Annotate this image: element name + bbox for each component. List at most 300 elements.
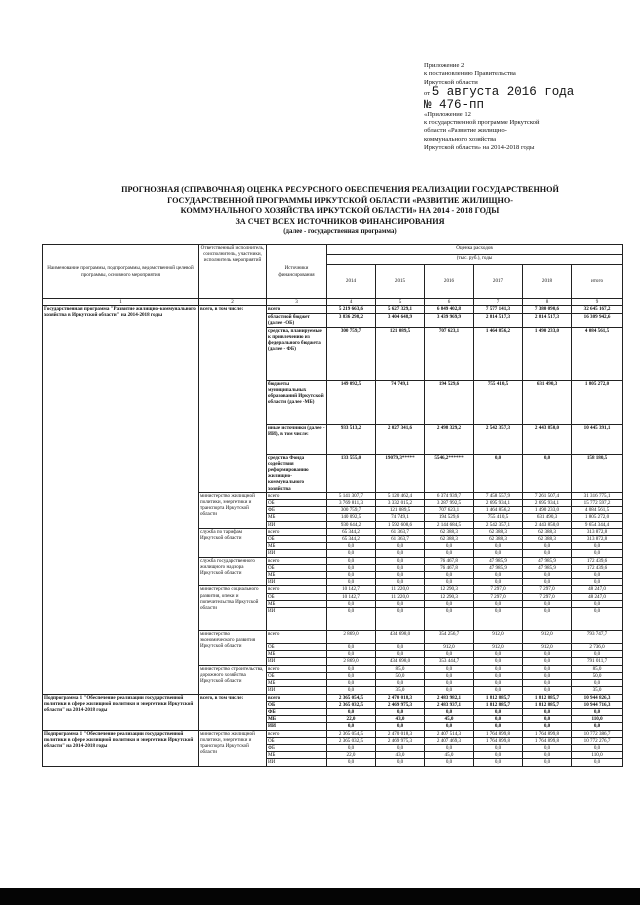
value-cell: 61 363,7 [376,528,425,535]
value-cell: 43,0 [376,752,425,759]
value-cell: 0,0 [425,600,474,607]
value-cell: 0,0 [425,759,474,766]
value-cell: 0,0 [523,759,572,766]
source-cell: средства, планируемые к привлечению из федерального бюджета (далее - ФБ) [267,327,327,380]
value-cell: 0,0 [327,651,376,658]
value-cell: 62 388,3 [523,536,572,543]
value-cell: 0,0 [376,723,425,730]
value-cell: 0,0 [523,658,572,665]
value-cell: 1 764 899,8 [474,737,523,744]
value-cell: 3 404 648,9 [376,314,425,327]
value-cell: 7 577 141,3 [474,306,523,314]
scan-edge-bar [0,888,640,905]
source-cell: ИИ [267,579,327,586]
value-cell: 2 027 341,6 [376,424,425,454]
title-line-5: (далее - государственная программа) [283,228,397,236]
value-cell: 11 220,0 [376,593,425,600]
value-cell: 2 814 517,3 [523,314,572,327]
table-header-row [43,245,623,255]
value-cell: 5 219 663,6 [327,306,376,314]
value-cell: 1 490 233,0 [523,507,572,514]
source-cell: МБ [267,600,327,607]
value-cell: 0,0 [376,550,425,557]
value-cell: 0,0 [327,608,376,631]
value-cell: 2 869,0 [327,631,376,644]
value-cell: 22,0 [327,716,376,723]
value-cell: 3 836 298,2 [327,314,376,327]
value-cell: 2 365 054,5 [327,694,376,701]
value-cell: 0,0 [376,708,425,715]
value-cell: 4 084 561,5 [572,327,623,380]
value-cell: 5 120 462,4 [376,492,425,499]
value-cell: 6 849 402,8 [425,306,474,314]
header-cost: Оценка расходов [327,245,623,255]
value-cell: 0,0 [376,579,425,586]
value-cell: 631 490,3 [523,380,572,424]
value-cell: 62 388,3 [425,528,474,535]
title-line-4: ЗА СЧЕТ ВСЕХ ИСТОЧНИКОВ ФИНАНСИРОВАНИЯ [235,216,445,226]
value-cell: 0,0 [523,600,572,607]
column-number: 8 [523,299,572,306]
value-cell: 354 256,7 [425,631,474,644]
value-cell: 0,0 [474,716,523,723]
program-name-cell: Подпрограмма 1 "Обеспечение реализации государственной политики в сфере жилищной политики и энергетики Иркутской области" на 2014-2018 годы [43,694,199,730]
value-cell: 7 297,0 [523,593,572,600]
column-number-row [43,299,623,306]
value-cell: 930 644,2 [327,521,376,528]
program-line-4: Иркутской области» на 2014-2018 годы [424,144,535,152]
column-number: 9 [572,299,623,306]
value-cell: 0,0 [425,708,474,715]
program-line-1: к государственной программе Иркутской [424,119,540,127]
value-cell: 43,0 [376,716,425,723]
value-cell: 791 011,7 [572,658,623,665]
value-cell: 0,0 [425,672,474,679]
value-cell: 0,0 [572,572,623,579]
column-number: 5 [376,299,425,306]
value-cell: 0,0 [327,564,376,571]
source-cell: всего [267,306,327,314]
source-cell: всего [267,492,327,499]
value-cell: 0,0 [523,716,572,723]
value-cell: 3 769 811,3 [327,500,376,507]
value-cell: 0,0 [376,543,425,550]
value-cell: 0,0 [474,454,523,492]
value-cell: 0,0 [327,600,376,607]
source-cell: ИИ [267,608,327,631]
value-cell: 2 443 850,0 [523,424,572,454]
value-cell: 1 764 899,8 [523,737,572,744]
value-cell: 121 089,5 [376,507,425,514]
value-cell: 7 380 090,6 [523,306,572,314]
value-cell: 76 467,8 [425,557,474,564]
value-cell: 35,0 [572,687,623,694]
value-cell: 1 812 885,7 [474,694,523,701]
source-cell: всего [267,665,327,672]
source-cell: ОБ [267,536,327,543]
source-cell: всего [267,528,327,535]
value-cell: 1 764 899,8 [474,730,523,737]
source-cell: ФБ [267,507,327,514]
appendix12-label: «Приложение 12 [424,110,471,118]
value-cell: 0,0 [425,572,474,579]
source-cell: МБ [267,680,327,687]
value-cell: 0,0 [523,651,572,658]
source-cell: всего [267,730,327,737]
value-cell: 2 498 329,2 [425,424,474,454]
executor-cell: служба по тарифам Иркутской области [199,528,267,557]
value-cell: 0,0 [327,708,376,715]
value-cell: 1 464 856,2 [474,507,523,514]
column-number: 3 [267,299,327,306]
value-cell: 74 749,1 [376,514,425,521]
executor-cell: министерство экономического развития Иркутской области [199,631,267,666]
value-cell: 50,0 [572,672,623,679]
value-cell: 3 439 969,9 [425,314,474,327]
value-cell: 50,0 [376,672,425,679]
appendix-label: Приложение 2 [424,62,465,69]
value-cell: 0,0 [327,687,376,694]
value-cell: 434 698,0 [376,658,425,665]
source-cell: всего [267,557,327,564]
value-cell: 1 764 899,8 [523,730,572,737]
source-cell: всего [267,631,327,644]
value-cell: 2 542 357,3 [474,424,523,454]
value-cell: 0,0 [523,579,572,586]
value-cell: 2 365 032,5 [327,737,376,744]
source-cell: средства Фонда содействия реформированию жилищно-коммунального хозяйства [267,454,327,492]
value-cell: 0,0 [425,550,474,557]
value-cell: 48 247,0 [572,593,623,600]
program-line-2: области «Развитие жилищно- [424,127,507,135]
value-cell: 0,0 [376,651,425,658]
date-prefix: от [424,90,431,98]
value-cell: 6 374 939,7 [425,492,474,499]
value-cell: 85,0 [376,665,425,672]
value-cell: 7 297,0 [474,593,523,600]
value-cell: 48 247,0 [572,586,623,593]
year-cell: 2018 [523,265,572,299]
value-cell: 0,0 [474,651,523,658]
value-cell: 10 142,7 [327,593,376,600]
source-cell: МБ [267,572,327,579]
value-cell: 32 645 167,2 [572,306,623,314]
value-cell: 0,0 [523,572,572,579]
value-cell: 1 812 885,7 [523,701,572,708]
value-cell: 0,0 [523,723,572,730]
value-cell: 19079,3***** [376,454,425,492]
value-cell: 133 555,0 [327,454,376,492]
value-cell: 110,0 [572,716,623,723]
value-cell: 45,0 [425,716,474,723]
source-cell: МБ [267,651,327,658]
value-cell: 172 439,6 [572,557,623,564]
value-cell: 0,0 [376,744,425,751]
value-cell: 707 623,1 [425,327,474,380]
source-cell: ОБ [267,737,327,744]
value-cell: 10 445 391,1 [572,424,623,454]
source-cell: ИИ [267,687,327,694]
table-row [43,730,623,737]
region-label: Иркутской области [424,78,478,86]
value-cell: 0,0 [523,608,572,631]
value-cell: 0,0 [425,543,474,550]
value-cell: 65 344,2 [327,536,376,543]
value-cell: 62 388,3 [425,536,474,543]
source-cell: ОБ [267,564,327,571]
decree-label: к постановлению Правительства [424,70,516,78]
source-cell: МБ [267,543,327,550]
executor-cell: министерство социального развития, опеки и попечительства Иркутской области [199,586,267,631]
value-cell: 0,0 [572,543,623,550]
value-cell: 0,0 [474,708,523,715]
value-cell: 2 407 514,3 [425,730,474,737]
executor-cell: министерство жилищной политики, энергетики и транспорта Иркутской области [199,492,267,528]
value-cell: 7 261 507,4 [523,492,572,499]
source-cell: ОБ [267,500,327,507]
value-cell: 0,0 [523,454,572,492]
value-cell: 31 316 775,1 [572,492,623,499]
value-cell: 313 872,8 [572,536,623,543]
value-cell: 1 490 233,0 [523,327,572,380]
value-cell: 0,0 [327,744,376,751]
value-cell: 0,0 [523,543,572,550]
source-cell: ОБ [267,701,327,708]
value-cell: 0,0 [474,665,523,672]
value-cell: 933 513,2 [327,424,376,454]
value-cell: 1 805 272,0 [572,514,623,521]
value-cell: 0,0 [523,672,572,679]
value-cell: 35,0 [376,687,425,694]
value-cell: 2 814 517,3 [474,314,523,327]
year-cell: 2014 [327,265,376,299]
value-cell: 45,0 [425,752,474,759]
value-cell: 0,0 [327,550,376,557]
year-cell: 2015 [376,265,425,299]
value-cell: 0,0 [523,708,572,715]
value-cell: 0,0 [523,752,572,759]
value-cell: 0,0 [327,557,376,564]
value-cell: 194 529,6 [425,380,474,424]
source-cell: ФБ [267,708,327,715]
value-cell: 0,0 [572,708,623,715]
table-row [43,306,623,314]
value-cell: 0,0 [425,723,474,730]
source-cell: ИИ [267,759,327,766]
document-header [424,62,634,153]
decree-date [424,87,634,98]
value-cell: 140 092,5 [327,514,376,521]
value-cell: 0,0 [474,723,523,730]
header-source: Источники финансирования [267,245,327,299]
program-line-3: коммунального хозяйства [424,135,497,143]
value-cell: 0,0 [572,651,623,658]
value-cell: 0,0 [474,550,523,557]
header-units: (тыс. руб.), годы [327,255,623,265]
value-cell: 0,0 [376,600,425,607]
value-cell: 0,0 [523,680,572,687]
value-cell: 0,0 [376,680,425,687]
source-cell: всего [267,586,327,593]
value-cell: 47 985,9 [523,557,572,564]
value-cell: 0,0 [376,564,425,571]
value-cell: 0,0 [327,572,376,579]
value-cell: 313 872,8 [572,528,623,535]
value-cell: 47 985,9 [523,564,572,571]
value-cell: 0,0 [376,557,425,564]
title-line-2: ГОСУДАРСТВЕННОЙ ПРОГРАММЫ ИРКУТСКОЙ ОБЛАСТИ «РАЗВИТИЕ ЖИЛИЩНО- [167,195,513,205]
value-cell: 0,0 [327,680,376,687]
value-cell: 194 529,6 [425,514,474,521]
value-cell: 2 470 018,3 [376,730,425,737]
value-cell: 0,0 [572,680,623,687]
value-cell: 0,0 [425,687,474,694]
value-cell: 0,0 [572,608,623,631]
value-cell: 0,0 [474,579,523,586]
value-cell: 912,0 [523,644,572,651]
value-cell: 62 388,3 [523,528,572,535]
decree-number: № 476-пп [424,97,485,112]
table-row [43,694,623,701]
value-cell: 1 464 856,2 [474,327,523,380]
value-cell: 912,0 [474,644,523,651]
source-cell: ИИ [267,550,327,557]
header-program-name: Наименование программы, подпрограммы, ведомственной целевой программы, основного мероприятия [43,245,199,299]
value-cell: 12 290,3 [425,586,474,593]
value-cell: 16 309 942,6 [572,314,623,327]
value-cell: 2 469 975,3 [376,737,425,744]
value-cell: 0,0 [327,543,376,550]
column-number: 7 [474,299,523,306]
source-cell: областной бюджет (далее -ОБ) [267,314,327,327]
value-cell: 793 747,7 [572,631,623,644]
value-cell: 4 084 561,5 [572,507,623,514]
year-cell: 2016 [425,265,474,299]
source-cell: всего [267,694,327,701]
year-cell: итого [572,265,623,299]
column-number: 2 [199,299,267,306]
value-cell: 353 444,7 [425,658,474,665]
value-cell: 0,0 [425,680,474,687]
value-cell: 10 142,7 [327,586,376,593]
value-cell: 2 443 850,0 [523,521,572,528]
value-cell: 0,0 [376,644,425,651]
value-cell: 85,0 [572,665,623,672]
value-cell: 2 483 937,1 [425,701,474,708]
executor-cell: служба государственного жилищного надзора Иркутской области [199,557,267,586]
value-cell: 7 297,0 [523,586,572,593]
value-cell: 0,0 [474,572,523,579]
value-cell: 158 180,5 [572,454,623,492]
value-cell: 5 627 329,1 [376,306,425,314]
value-cell: 0,0 [425,651,474,658]
value-cell: 0,0 [474,608,523,631]
value-cell: 0,0 [572,723,623,730]
value-cell: 7 458 557,9 [474,492,523,499]
value-cell: 0,0 [474,680,523,687]
value-cell: 2 869,0 [327,658,376,665]
value-cell: 62 388,3 [474,528,523,535]
executor-cell: всего, в том числе: [199,306,267,493]
value-cell: 0,0 [327,759,376,766]
value-cell: 5546,2****** [425,454,474,492]
column-number: 6 [425,299,474,306]
value-cell: 1 812 885,7 [474,701,523,708]
executor-cell: всего, в том числе: [199,694,267,730]
value-cell: 0,0 [474,744,523,751]
value-cell: 2 365 032,5 [327,701,376,708]
value-cell: 2 483 982,1 [425,694,474,701]
value-cell: 0,0 [523,665,572,672]
value-cell: 172 439,6 [572,564,623,571]
title-line-3: КОММУНАЛЬНОГО ХОЗЯЙСТВА ИРКУТСКОЙ ОБЛАСТИ» НА 2014 - 2018 ГОДЫ [180,206,500,216]
value-cell: 300 759,7 [327,507,376,514]
source-cell: ИИ [267,658,327,665]
value-cell: 912,0 [474,631,523,644]
source-cell: ОБ [267,672,327,679]
value-cell: 0,0 [327,723,376,730]
value-cell: 434 698,0 [376,631,425,644]
value-cell: 0,0 [425,744,474,751]
value-cell: 0,0 [376,759,425,766]
value-cell: 1 592 608,6 [376,521,425,528]
value-cell: 0,0 [572,579,623,586]
value-cell: 10 944 716,3 [572,701,623,708]
source-cell: ФБ [267,744,327,751]
value-cell: 65 344,2 [327,528,376,535]
value-cell: 7 297,0 [474,586,523,593]
value-cell: 3 287 992,5 [425,500,474,507]
value-cell: 15 772 597,2 [572,500,623,507]
value-cell: 0,0 [474,687,523,694]
value-cell: 707 623,1 [425,507,474,514]
source-cell: ОБ [267,593,327,600]
value-cell: 2 144 684,5 [425,521,474,528]
column-number: 1 [43,299,199,306]
source-cell: ИИ [267,521,327,528]
value-cell: 0,0 [474,752,523,759]
value-cell: 2 470 018,3 [376,694,425,701]
title-line-1: ПРОГНОЗНАЯ (СПРАВОЧНАЯ) ОЦЕНКА РЕСУРСНОГО ОБЕСПЕЧЕНИЯ РЕАЛИЗАЦИИ ГОСУДАРСТВЕННОЙ [121,185,559,194]
value-cell: 10 772 386,7 [572,730,623,737]
value-cell: 0,0 [572,550,623,557]
value-cell: 47 985,9 [474,557,523,564]
value-cell: 3 332 015,2 [376,500,425,507]
header-executor: Ответственный исполнитель, соисполнитель, участники, исполнитель мероприятий [199,245,267,299]
document-title [60,185,620,238]
value-cell: 2 407 469,3 [425,737,474,744]
value-cell: 11 220,0 [376,586,425,593]
value-cell: 0,0 [474,600,523,607]
source-cell: МБ [267,514,327,521]
value-cell: 631 490,3 [523,514,572,521]
value-cell: 5 141 307,7 [327,492,376,499]
value-cell: 0,0 [425,608,474,631]
value-cell: 9 654 344,4 [572,521,623,528]
source-cell: МБ [267,752,327,759]
value-cell: 0,0 [425,665,474,672]
value-cell: 0,0 [327,579,376,586]
value-cell: 12 290,3 [425,593,474,600]
value-cell: 110,0 [572,752,623,759]
value-cell: 0,0 [523,744,572,751]
value-cell: 121 089,5 [376,327,425,380]
value-cell: 0,0 [376,572,425,579]
value-cell: 61 363,7 [376,536,425,543]
value-cell: 0,0 [523,550,572,557]
year-cell: 2017 [474,265,523,299]
value-cell: 0,0 [474,543,523,550]
